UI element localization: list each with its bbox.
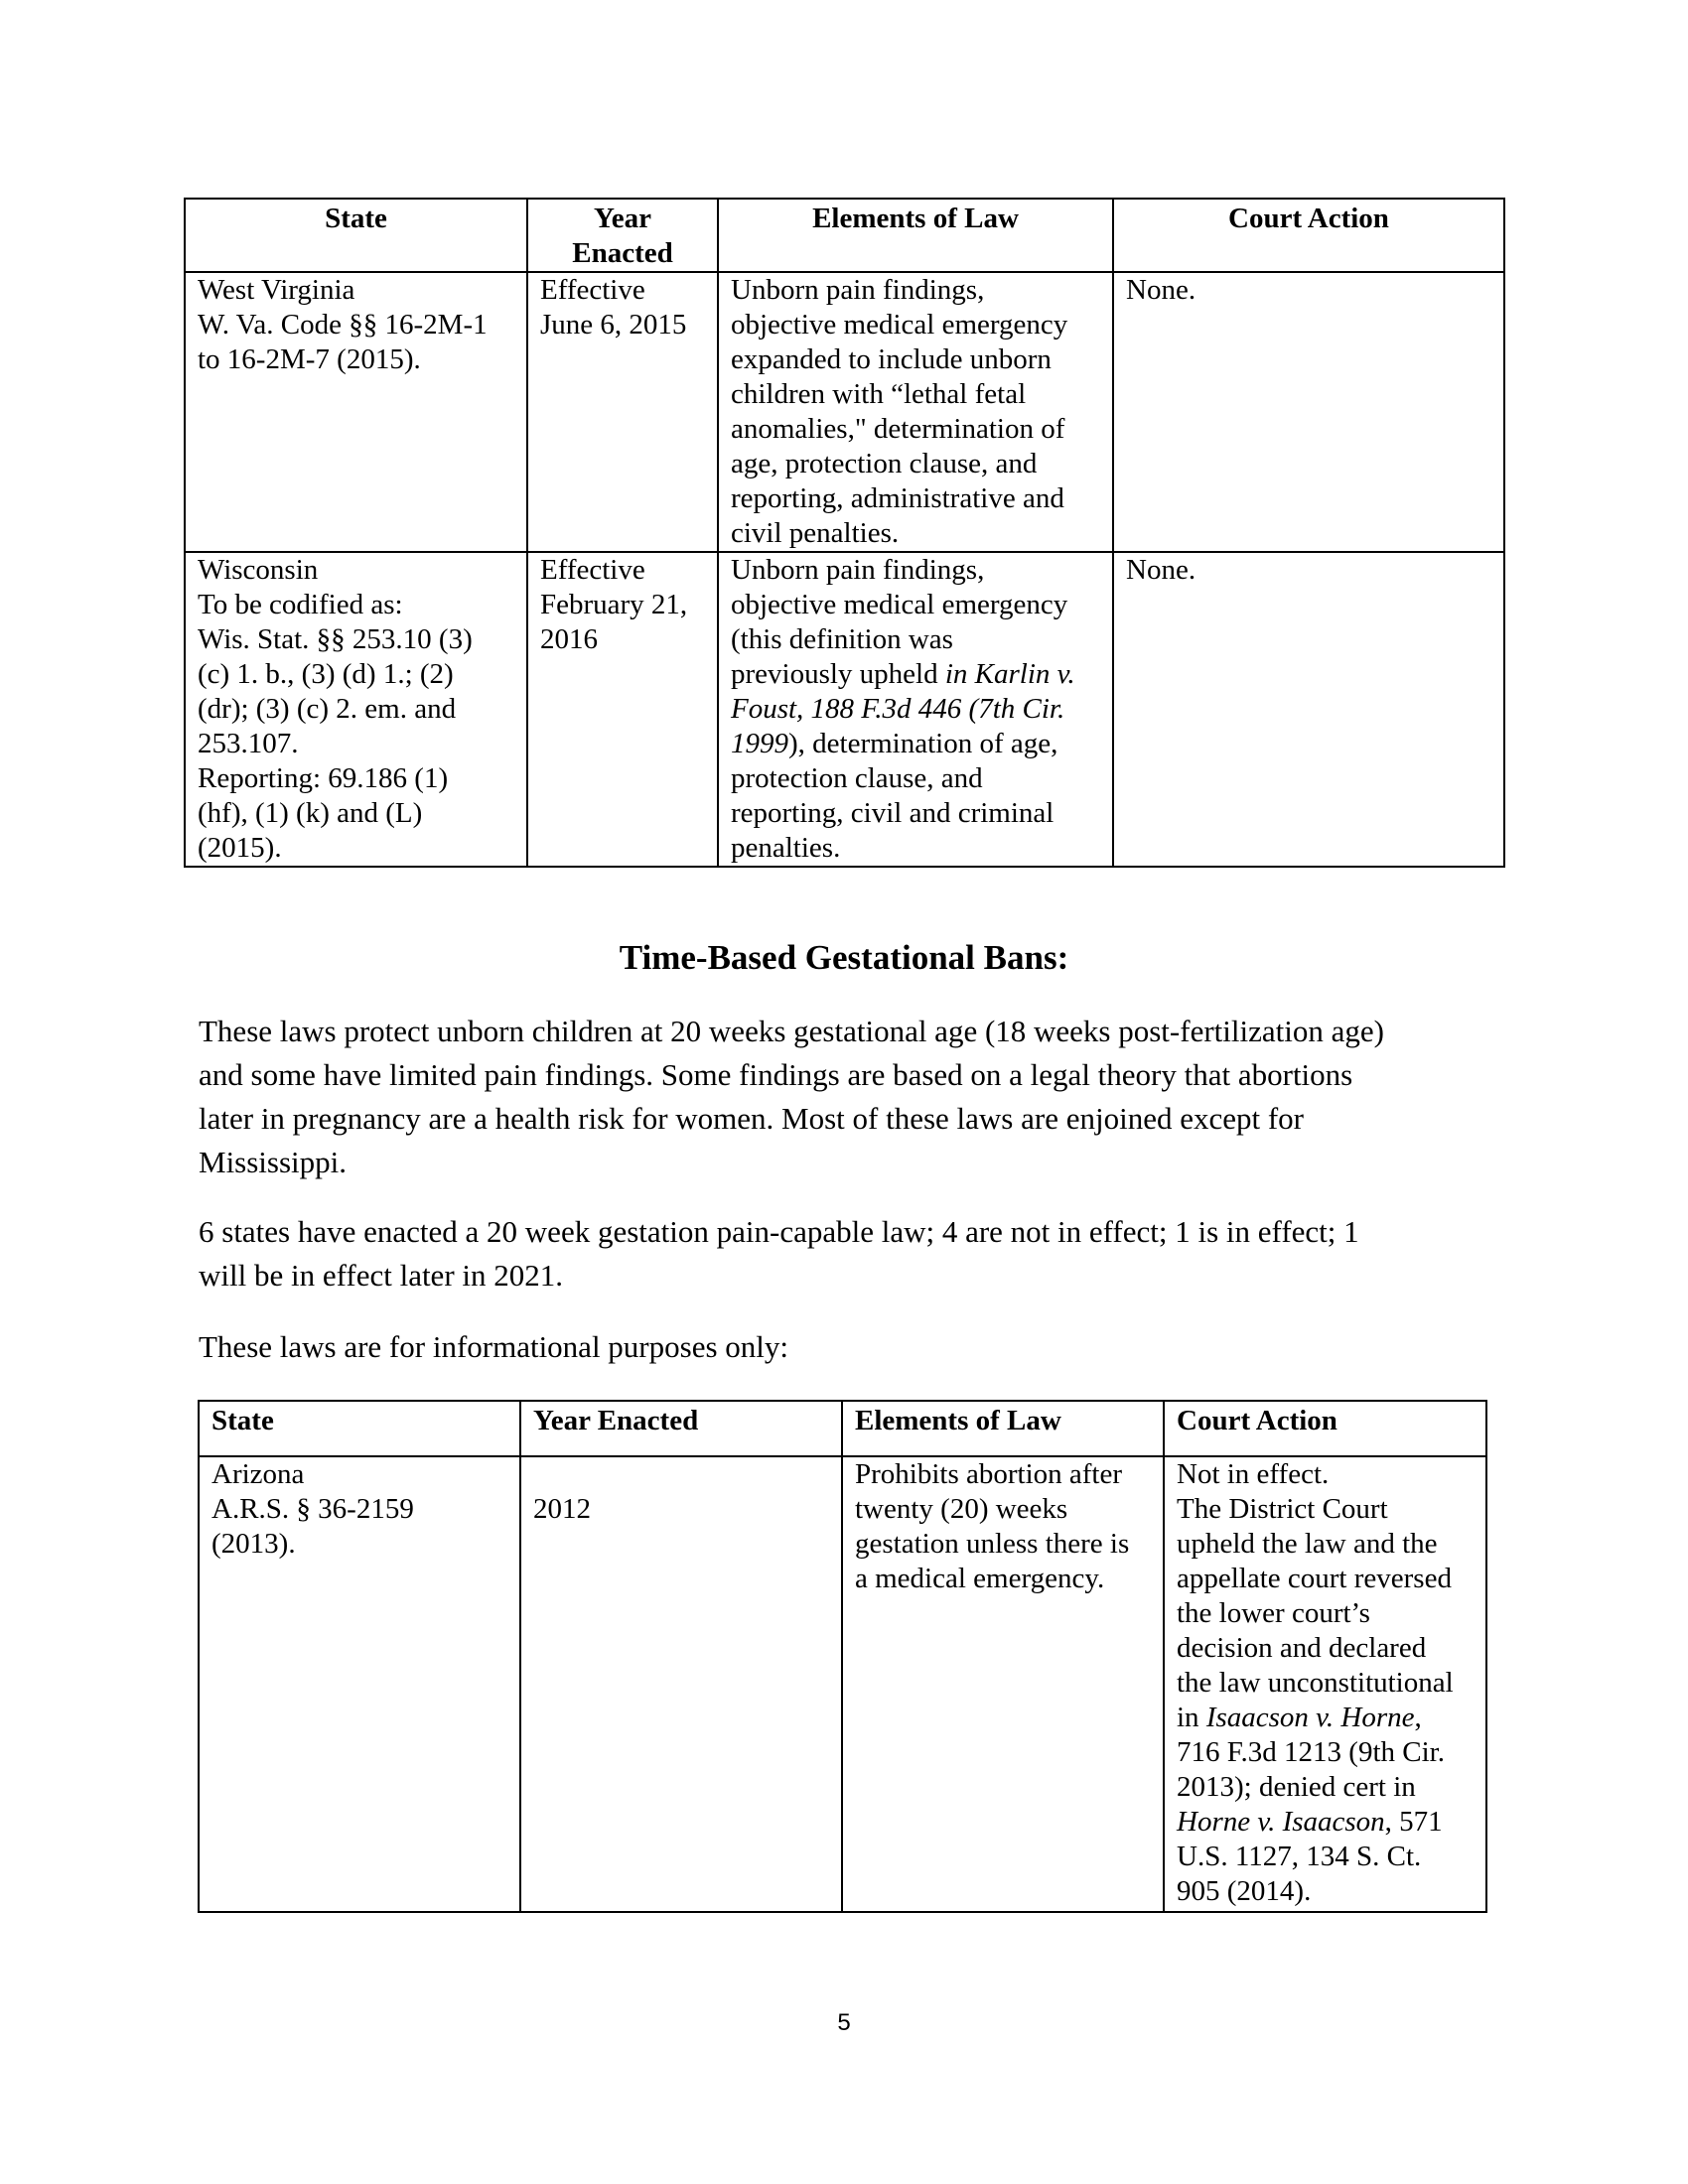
header-state: State [185,199,527,272]
case-citation: in Karlin v. [944,658,1075,690]
table-header-row [199,1401,1486,1456]
page-number: 5 [837,2009,851,2036]
table-row [185,272,1504,552]
cell-state: West Virginia W. Va. Code §§ 16-2M-1 to 16-2M-7 (2015). [185,272,527,552]
case-citation: Horne v. Isaacson [1177,1806,1385,1838]
header-state: State [199,1401,520,1456]
cell-year: Effective June 6, 2015 [527,272,718,552]
cell-elements: Prohibits abortion after twenty (20) weeks gestation unless there is a medical emergency. [842,1456,1164,1912]
header-court: Court Action [1113,199,1504,272]
section-heading: Time-Based Gestational Bans: [619,938,1069,977]
header-year: Year Enacted [527,199,718,272]
cell-elements: Unborn pain findings, objective medical emergency expanded to include unborn children with “lethal fetal anomalies," determination of age, protection clause, and reporting, administrative and civil penalties. [718,272,1113,552]
table-row [199,1456,1486,1912]
pain-capable-laws-table [184,198,1505,868]
case-citation: 1999 [731,728,788,759]
header-court: Court Action [1164,1401,1486,1456]
cell-state: Arizona A.R.S. § 36-2159 (2013). [199,1456,520,1912]
table-row [185,552,1504,867]
cell-state: Wisconsin To be codified as: Wis. Stat. §§ 253.10 (3) (c) 1. b., (3) (d) 1.; (2) (dr); (3) (c) 2. em. and 253.107. Reporting: 69.186 (1) (hf), (1) (k) and (L) (2015). [185,552,527,867]
intro-paragraph: These laws protect unborn children at 20 weeks gestational age (18 weeks post-fertilization age) and some have limited pain findings. Some findings are based on a legal theory that abortions later in pregnancy are a health risk for women. Most of these laws are enjoined except for Mississippi. [199,1014,1384,1179]
cell-court: None. [1113,272,1504,552]
cell-year: Effective February 21, 2016 [527,552,718,867]
cell-court: Not in effect. The District Court upheld the law and the appellate court reversed the lower court’s decision and declared the law unconstitutional in Isaacson v. Horne, 716 F.3d 1213 (9th Cir. 2013); denied cert in Horne v. Isaacson, 571 U.S. 1127, 134 S. Ct. 905 (2014). [1164,1456,1486,1912]
table-header-row [185,199,1504,272]
cell-elements: Unborn pain findings, objective medical emergency (this definition was previously upheld in Karlin v. Foust, 188 F.3d 446 (7th Cir. 1999), determination of age, protection clause, and reporting, civil and criminal penalties. [718,552,1113,867]
cell-court: None. [1113,552,1504,867]
gestational-bans-table [198,1400,1487,1913]
case-citation: Foust, 188 F.3d 446 (7th Cir. [731,693,1065,725]
header-year: Year Enacted [520,1401,842,1456]
header-elements: Elements of Law [842,1401,1164,1456]
summary-paragraph: 6 states have enacted a 20 week gestation pain-capable law; 4 are not in effect; 1 is in effect; 1 will be in effect later in 2021. [199,1214,1359,1293]
case-citation: Isaacson v. Horne [1205,1702,1415,1733]
informational-note: These laws are for informational purposes only: [199,1329,788,1364]
cell-year: 2012 [520,1456,842,1912]
header-elements: Elements of Law [718,199,1113,272]
